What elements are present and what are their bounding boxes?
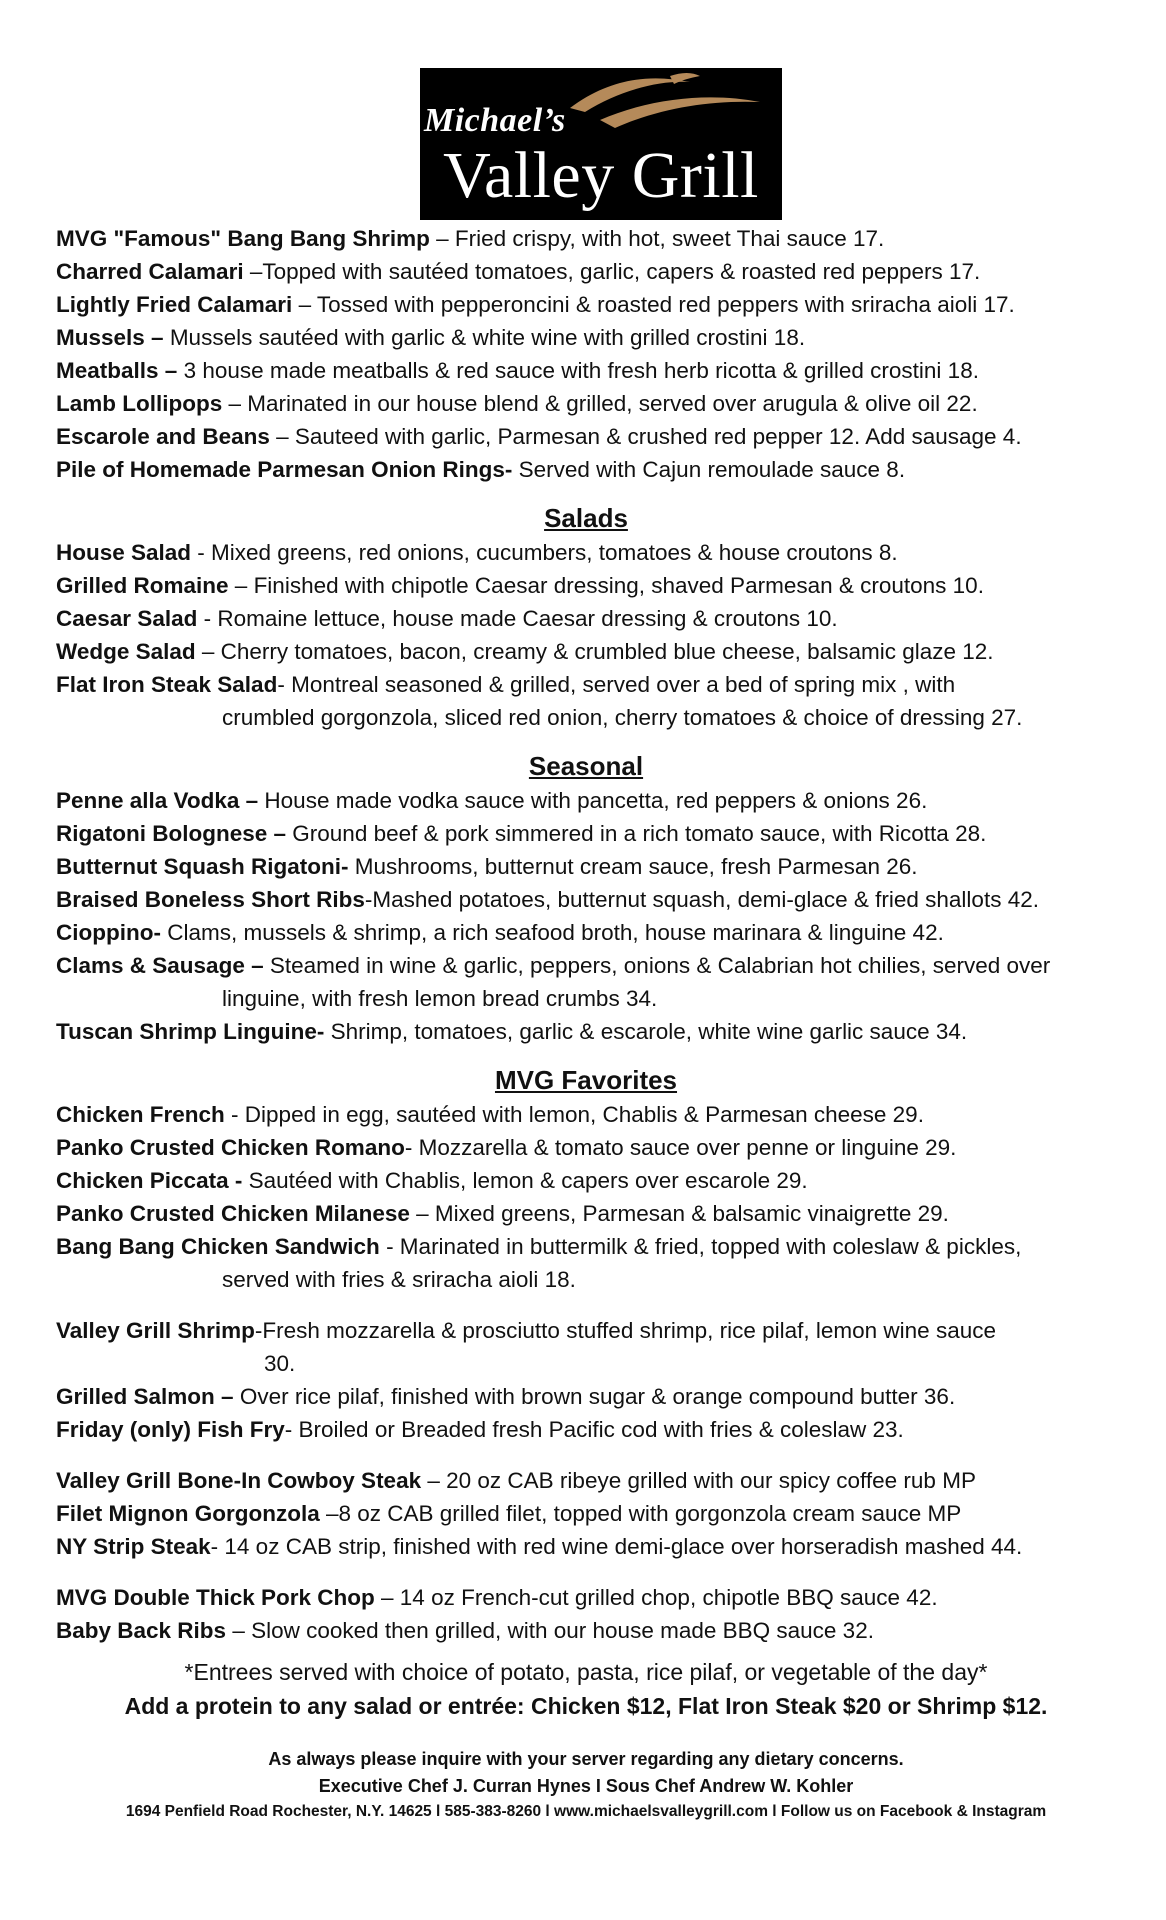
list-item: Flat Iron Steak Salad- Montreal seasoned & grilled, served over a bed of spring mix , with	[56, 672, 956, 697]
list-item: Penne alla Vodka – House made vodka sauce with pancetta, red peppers & onions 26.	[56, 788, 928, 813]
list-item: Panko Crusted Chicken Romano- Mozzarella & tomato sauce over penne or linguine 29.	[56, 1135, 957, 1160]
list-item: Friday (only) Fish Fry- Broiled or Breaded fresh Pacific cod with fries & coleslaw 23.	[56, 1417, 904, 1442]
salads-heading: Salads	[544, 503, 628, 533]
list-item: Clams & Sausage – Steamed in wine & garlic, peppers, onions & Calabrian hot chilies, served over	[56, 953, 1051, 978]
list-item: Panko Crusted Chicken Milanese – Mixed greens, Parmesan & balsamic vinaigrette 29.	[56, 1201, 949, 1226]
list-item: Filet Mignon Gorgonzola –8 oz CAB grilled filet, topped with gorgonzola cream sauce MP	[56, 1501, 962, 1526]
list-item: Mussels – Mussels sautéed with garlic & white wine with grilled crostini 18.	[56, 325, 806, 350]
list-item: Charred Calamari –Topped with sautéed tomatoes, garlic, capers & roasted red peppers 17.	[56, 259, 981, 284]
dietary-note: As always please inquire with your server regarding any dietary concerns.	[268, 1749, 904, 1769]
list-item: Cioppino- Clams, mussels & shrimp, a rich seafood broth, house marinara & linguine 42.	[56, 920, 944, 945]
footer	[56, 1745, 1116, 1825]
menu-content	[56, 222, 1116, 1825]
list-item: Braised Boneless Short Ribs-Mashed potatoes, butternut squash, demi-glace & fried shallots 42.	[56, 887, 1039, 912]
list-item-continuation: linguine, with fresh lemon bread crumbs 34.	[222, 986, 658, 1011]
favorites-steaks-list	[56, 1464, 1116, 1563]
list-item: Escarole and Beans – Sauteed with garlic, Parmesan & crushed red pepper 12. Add sausage 4.	[56, 424, 1022, 449]
entree-note: *Entrees served with choice of potato, pasta, rice pilaf, or vegetable of the day*	[184, 1659, 988, 1685]
salads-list	[56, 536, 1116, 734]
list-item: Grilled Romaine – Finished with chipotle Caesar dressing, shaved Parmesan & croutons 10.	[56, 573, 984, 598]
list-item: Caesar Salad - Romaine lettuce, house made Caesar dressing & croutons 10.	[56, 606, 838, 631]
restaurant-logo	[420, 68, 782, 220]
spacer	[56, 1296, 1116, 1314]
list-item: NY Strip Steak- 14 oz CAB strip, finished with red wine demi-glace over horseradish mashed 44.	[56, 1534, 1023, 1559]
list-item: Butternut Squash Rigatoni- Mushrooms, butternut cream sauce, fresh Parmesan 26.	[56, 854, 918, 879]
list-item: Meatballs – 3 house made meatballs & red sauce with fresh herb ricotta & grilled crostini 18.	[56, 358, 979, 383]
list-item-continuation: crumbled gorgonzola, sliced red onion, cherry tomatoes & choice of dressing 27.	[222, 705, 1023, 730]
list-item: Baby Back Ribs – Slow cooked then grilled, with our house made BBQ sauce 32.	[56, 1618, 874, 1643]
spacer	[56, 1563, 1116, 1581]
list-item: Chicken Piccata - Sautéed with Chablis, lemon & capers over escarole 29.	[56, 1168, 808, 1193]
list-item: Wedge Salad – Cherry tomatoes, bacon, creamy & crumbled blue cheese, balsamic glaze 12.	[56, 639, 994, 664]
spacer	[56, 1446, 1116, 1464]
seasonal-list	[56, 784, 1116, 1048]
list-item-continuation: served with fries & sriracha aioli 18.	[222, 1267, 576, 1292]
list-item: Lightly Fried Calamari – Tossed with pepperoncini & roasted red peppers with sriracha aioli 17.	[56, 292, 1015, 317]
list-item: Rigatoni Bolognese – Ground beef & pork simmered in a rich tomato sauce, with Ricotta 28.	[56, 821, 987, 846]
logo-brand-text: Valley Grill	[443, 139, 759, 212]
seasonal-heading: Seasonal	[528, 751, 644, 781]
list-item: MVG "Famous" Bang Bang Shrimp – Fried crispy, with hot, sweet Thai sauce 17.	[56, 226, 885, 251]
logo-script-text: Michael’s	[424, 102, 566, 139]
list-item: Lamb Lollipops – Marinated in our house blend & grilled, served over arugula & olive oil 22.	[56, 391, 978, 416]
address-line: 1694 Penfield Road Rochester, N.Y. 14625 l 585-383-8260 l www.michaelsvalleygrill.com l Follow us on Facebook & Instagram	[125, 1803, 1047, 1820]
list-item-continuation: 30.	[264, 1351, 296, 1376]
protein-note: Add a protein to any salad or entrée: Chicken $12, Flat Iron Steak $20 or Shrimp $12.	[124, 1693, 1048, 1719]
list-item: Valley Grill Shrimp-Fresh mozzarella & prosciutto stuffed shrimp, rice pilaf, lemon wine sauce	[56, 1318, 996, 1343]
list-item: House Salad - Mixed greens, red onions, cucumbers, tomatoes & house croutons 8.	[56, 540, 898, 565]
list-item: Grilled Salmon – Over rice pilaf, finished with brown sugar & orange compound butter 36.	[56, 1384, 956, 1409]
list-item: Pile of Homemade Parmesan Onion Rings- Served with Cajun remoulade sauce 8.	[56, 457, 906, 482]
list-item: Chicken French - Dipped in egg, sautéed with lemon, Chablis & Parmesan cheese 29.	[56, 1102, 924, 1127]
favorites-pork-list	[56, 1581, 1116, 1647]
list-item: Bang Bang Chicken Sandwich - Marinated in buttermilk & fried, topped with coleslaw & pickles,	[56, 1234, 1022, 1259]
favorites-seafood-list	[56, 1314, 1116, 1446]
chef-credits: Executive Chef J. Curran Hynes I Sous Chef Andrew W. Kohler	[318, 1776, 854, 1796]
appetizers-list	[56, 222, 1116, 486]
list-item: Valley Grill Bone-In Cowboy Steak – 20 oz CAB ribeye grilled with our spicy coffee rub MP	[56, 1468, 976, 1493]
list-item: Tuscan Shrimp Linguine- Shrimp, tomatoes, garlic & escarole, white wine garlic sauce 34.	[56, 1019, 968, 1044]
favorites-heading: MVG Favorites	[494, 1065, 678, 1095]
list-item: MVG Double Thick Pork Chop – 14 oz French-cut grilled chop, chipotle BBQ sauce 42.	[56, 1585, 938, 1610]
favorites-chicken-list	[56, 1098, 1116, 1296]
